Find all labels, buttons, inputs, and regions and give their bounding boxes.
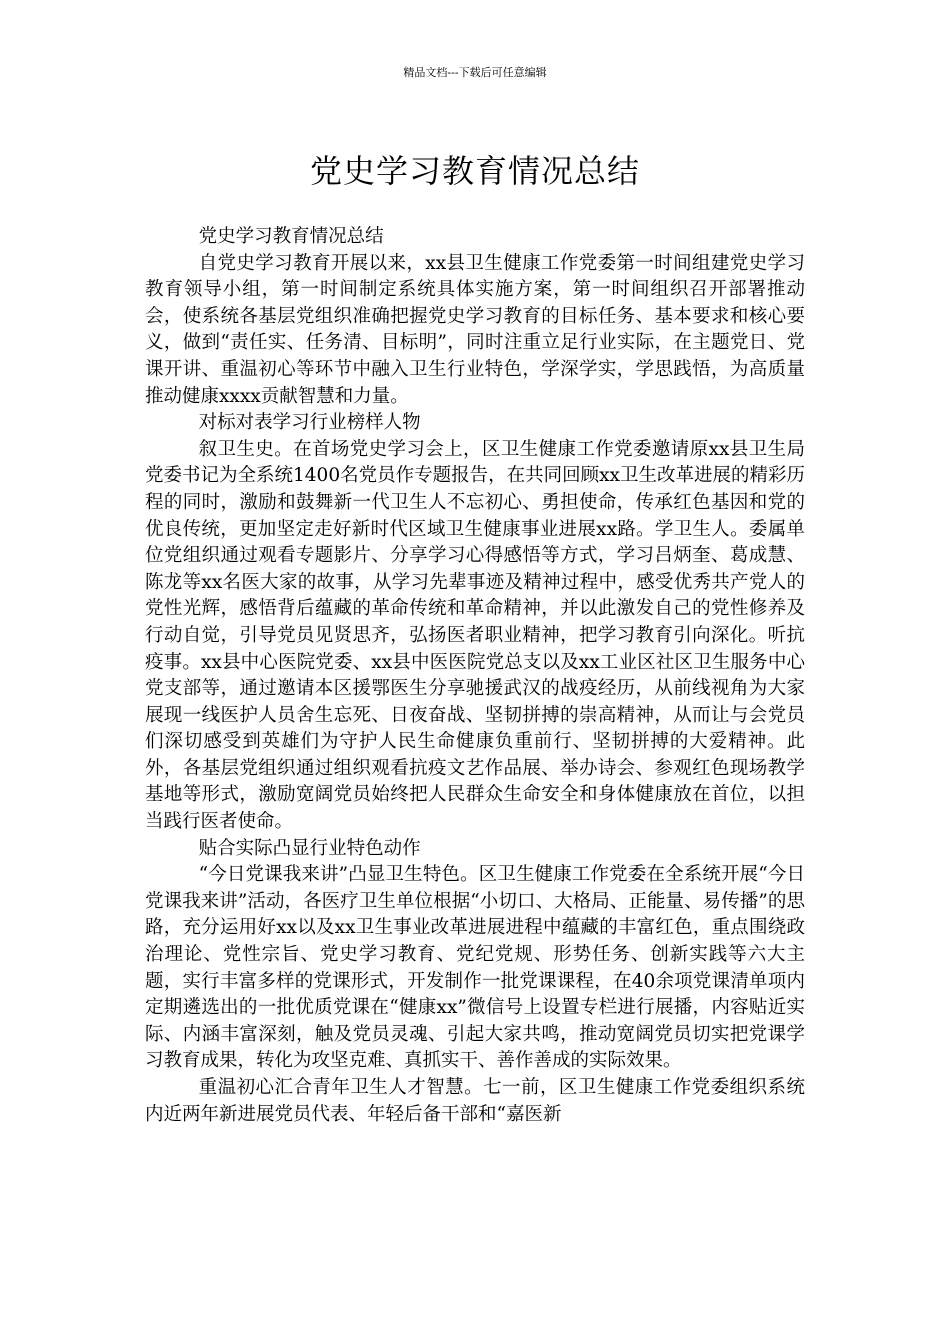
paragraph-subtitle: 党史学习教育情况总结 [198,226,384,247]
document-title: 党史学习教育情况总结 [309,152,640,191]
document-body [145,224,805,1128]
section-heading-role-models: 对标对表学习行业榜样人物 [198,412,421,434]
paragraph-youth-talent: 重温初心汇合青年卫生人才智慧。七一前，区卫生健康工作党委组织系统内近两年新进展党员代表、年轻后备干部和“嘉医新 [145,1077,805,1125]
section-heading-industry-features: 贴合实际凸显行业特色动作 [198,837,421,859]
paragraph-role-models: 叙卫生史。在首场党史学习会上，区卫生健康工作党委邀请原xx县卫生局党委书记为全系统1400名党员作专题报告，在共同回顾xx卫生改革进展的精彩历程的同时，激励和鼓舞新一代卫生人不忘初心、勇担使命，传承红色基因和党的优良传统，更加坚定走好新时代区域卫生健康事业进展xx路。学卫生人。委属单位党组织通过观看专题影片、分享学习心得感悟等方式，学习吕炳奎、葛成慧、陈龙等xx名医大家的故事，从学习先辈事迹及精神过程中，感受优秀共产党人的党性光辉，感悟背后蕴藏的革命传统和革命精神，并以此激发自己的党性修养及行动自觉，引导党员见贤思齐，弘扬医者职业精神，把学习教育引向深化。听抗疫事。xx县中心医院党委、xx县中医医院党总支以及xx工业区社区卫生服务中心党支部等，通过邀请本区援鄂医生分享驰援武汉的战疫经历，从前线视角为大家展现一线医护人员舍生忘死、日夜奋战、坚韧拼搏的崇高精神，从而让与会党员们深切感受到英雄们为守护人民生命健康负重前行、坚韧拼搏的大爱精神。此外，各基层党组织通过组织观看抗疫文艺作品展、举办诗会、参观红色现场教学基地等形式，激励宽阔党员始终把人民群众生命安全和身体健康放在首位，以担当践行医者使命。 [145,438,805,833]
header-note: 精品文档---下载后可任意编辑 [403,66,547,79]
paragraph-intro: 自党史学习教育开展以来，xx县卫生健康工作党委第一时间组建党史学习教育领导小组，第一时间制定系统具体实施方案，第一时间组织召开部署推动会，使系统各基层党组织准确把握党史学习教育的目标任务、基本要求和核心要义，做到“责任实、任务清、目标明”，同时注重立足行业实际，在主题党日、党课开讲、重温初心等环节中融入卫生行业特色，学深学实，学思践悟，为高质量推动健康xxxx贡献智慧和力量。 [145,252,805,407]
paragraph-party-lessons: “今日党课我来讲”凸显卫生特色。区卫生健康工作党委在全系统开展“今日党课我来讲”活动，各医疗卫生单位根据“小切口、大格局、正能量、易传播”的思路，充分运用好xx以及xx卫生事业改革进展进程中蕴藏的丰富红色，重点围绕政治理论、党性宗旨、党史学习教育、党纪党规、形势任务、创新实践等六大主题，实行丰富多样的党课形式，开发制作一批党课课程，在40余项党课清单项内定期遴选出的一批优质党课在“健康xx”微信号上设置专栏进行展播，内容贴近实际、内涵丰富深刻，触及党员灵魂、引起大家共鸣，推动宽阔党员切实把党课学习教育成果，转化为攻坚克难、真抓实干、善作善成的实际效果。 [145,864,805,1072]
